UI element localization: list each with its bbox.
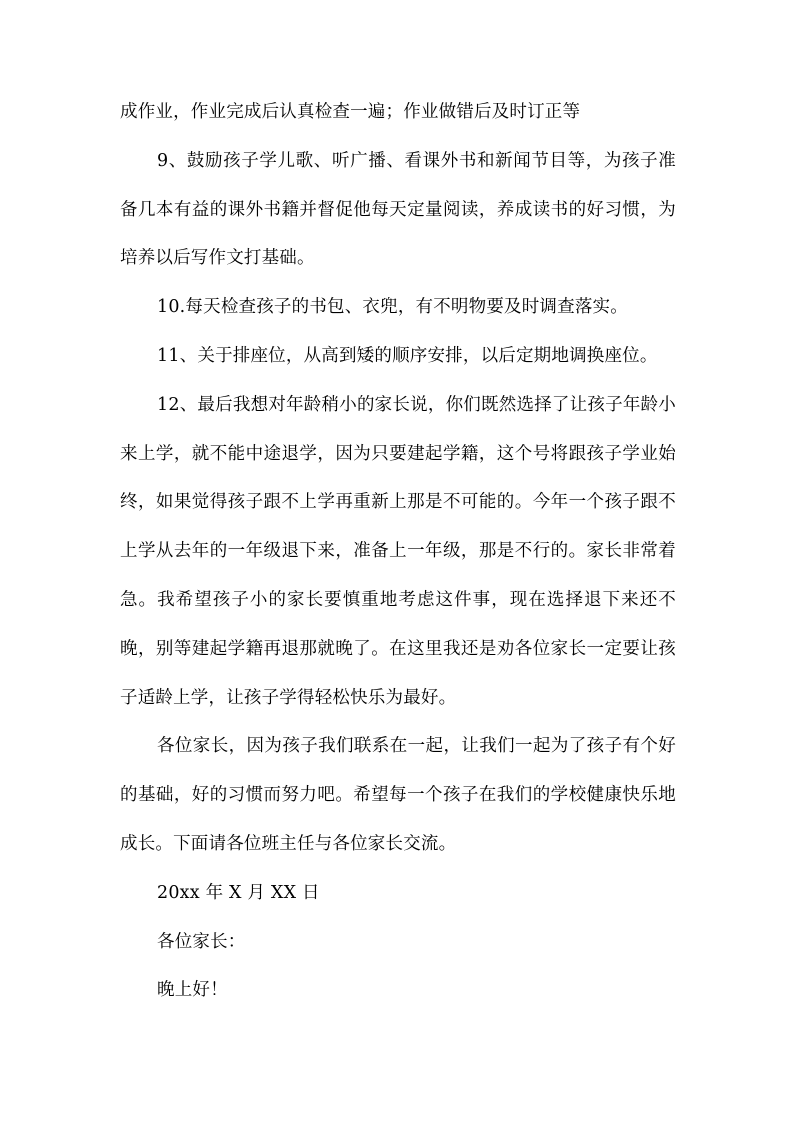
paragraph-homework-continuation: 成作业，作业完成后认真检查一遍；作业做错后及时订正等 <box>120 102 581 122</box>
paragraph-item-9-reading: 9、鼓励孩子学儿歌、听广播、看课外书和新闻节目等，为孩子准备几本有益的课外书籍并督促他每天定量阅读，养成读书的好习惯，为培养以后写作文打基础。 <box>120 150 676 269</box>
date-line: 20xx 年 X 月 XX 日 <box>157 882 320 903</box>
document-body <box>120 88 676 1015</box>
paragraph-item-11-seating: 11、关于排座位，从高到矮的顺序安排，以后定期地调换座位。 <box>157 345 658 366</box>
paragraph-item-10-schoolbag: 10.每天检查孩子的书包、衣兜，有不明物要及时调查落实。 <box>157 297 628 318</box>
salutation: 各位家长： <box>157 931 246 952</box>
paragraph-item-12-enrollment-age: 12、最后我想对年龄稍小的家长说，你们既然选择了让孩子年龄小来上学，就不能中途退学，因为只要建起学籍，这个号将跟孩子学业始终，如果觉得孩子跟不上学再重新上那是不可能的。今年一个孩子跟不上学从去年的一年级退下来，准备上一年级，那是不行的。家长非常着急。我希望孩子小的家长要慎重地考虑这件事，现在选择退下来还不晚，别等建起学籍再退那就晚了。在这里我还是劝各位家长一定要让孩子适龄上学，让孩子学得轻松快乐为最好。 <box>120 394 676 708</box>
greeting: 晚上好！ <box>157 980 228 1001</box>
paragraph-closing-remarks: 各位家长，因为孩子我们联系在一起，让我们一起为了孩子有个好的基础，好的习惯而努力吧。希望每一个孩子在我们的学校健康快乐地成长。下面请各位班主任与各位家长交流。 <box>120 736 676 854</box>
